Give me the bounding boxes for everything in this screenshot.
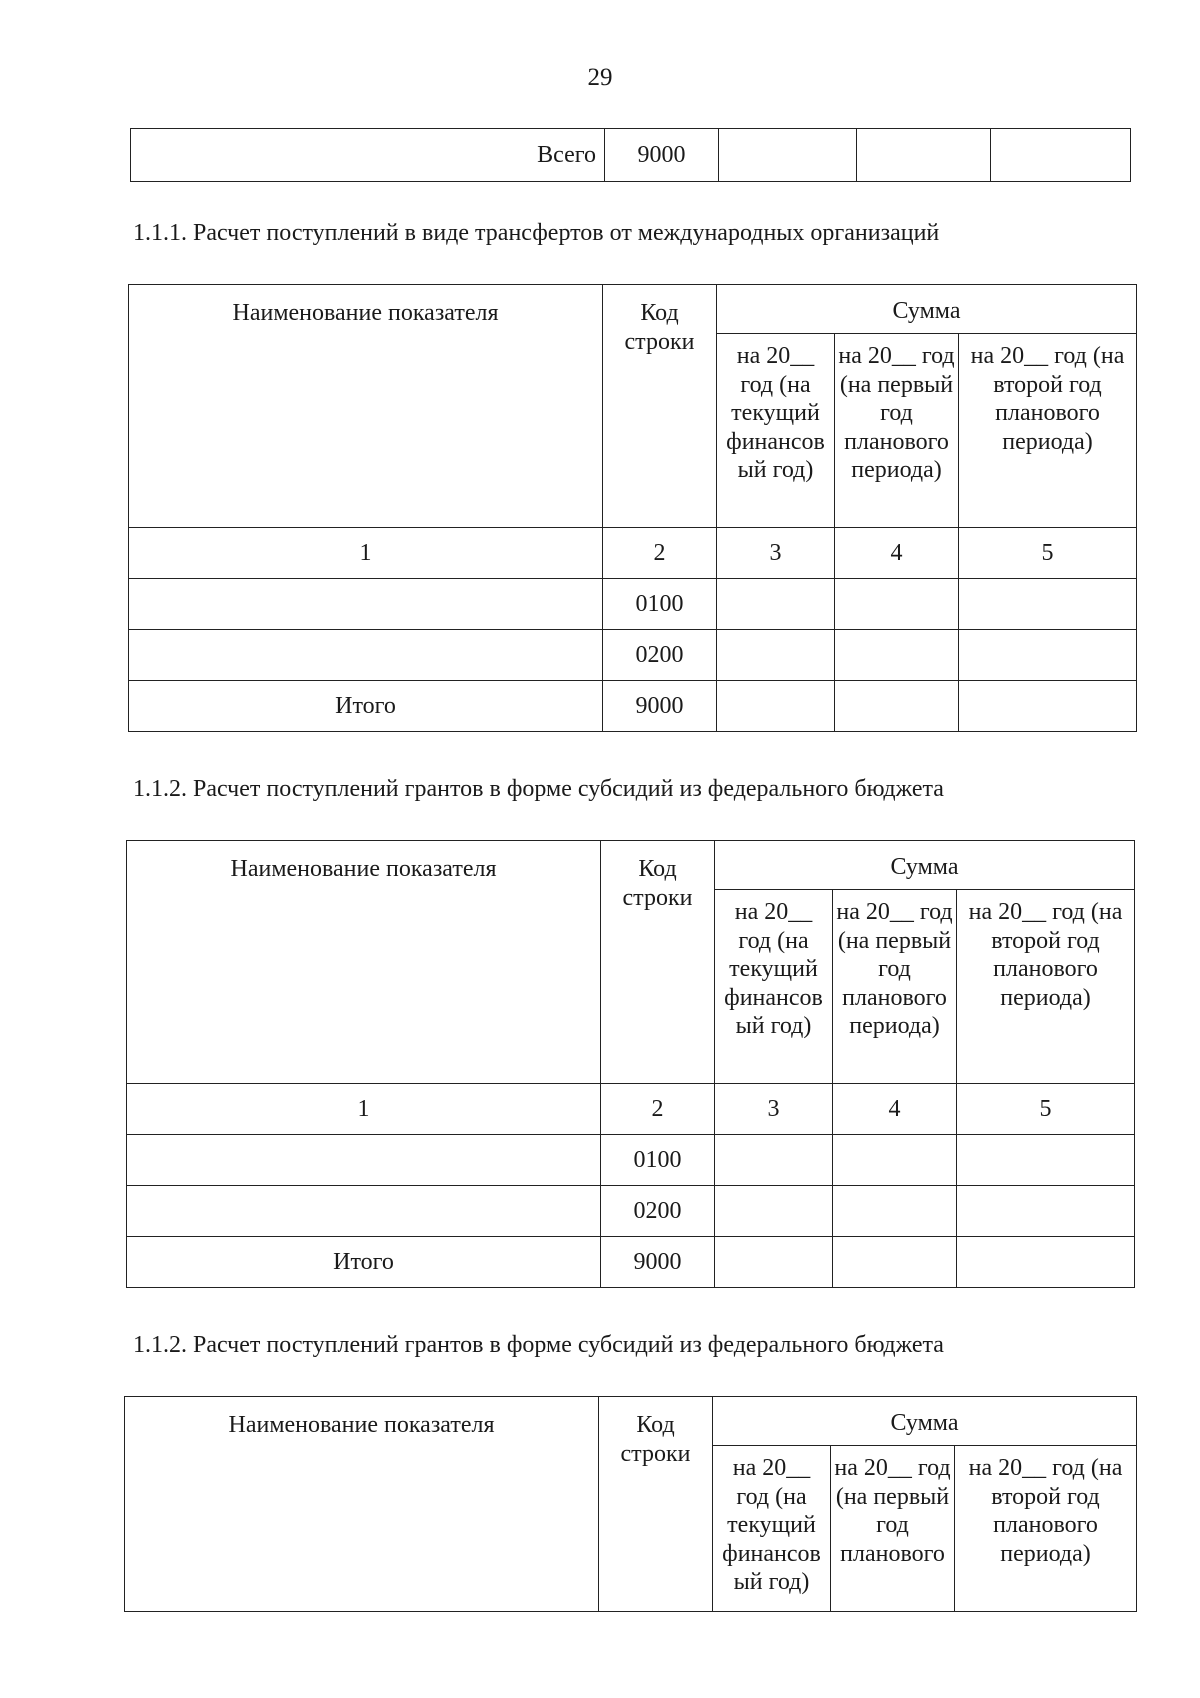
header-col-current-year: на 20__ год (на текущий финансов ый год) xyxy=(717,334,835,528)
table-row-total xyxy=(129,681,1137,732)
column-number-row xyxy=(129,528,1137,579)
row-value-cell xyxy=(717,579,835,630)
section-heading-3: 1.1.2. Расчет поступлений грантов в форме субсидий из федерального бюджета xyxy=(133,1332,944,1358)
section-heading-2: 1.1.2. Расчет поступлений грантов в форме субсидий из федерального бюджета xyxy=(133,776,944,802)
header-col-second-plan-year: на 20__ год (на второй год планового периода) xyxy=(957,890,1135,1084)
row-value-cell xyxy=(835,579,959,630)
column-number-row xyxy=(127,1084,1135,1135)
form-table-1 xyxy=(128,284,1137,732)
row-value-cell xyxy=(957,1135,1135,1186)
header-row xyxy=(127,841,1135,890)
column-number: 4 xyxy=(835,528,959,579)
header-row xyxy=(125,1397,1137,1446)
page-number: 29 xyxy=(587,64,613,91)
header-row xyxy=(129,285,1137,334)
header-name: Наименование показателя xyxy=(125,1397,599,1612)
header-sum: Сумма xyxy=(717,285,1137,334)
total-strip-code: 9000 xyxy=(605,129,719,182)
column-number: 3 xyxy=(717,528,835,579)
row-value-cell xyxy=(959,630,1137,681)
row-name-cell xyxy=(129,630,603,681)
header-col-current-year: на 20__ год (на текущий финансов ый год) xyxy=(715,890,833,1084)
row-value-cell xyxy=(833,1186,957,1237)
column-number: 4 xyxy=(833,1084,957,1135)
row-code-cell: 0100 xyxy=(603,579,717,630)
row-value-cell xyxy=(715,1186,833,1237)
header-code: Код строки xyxy=(599,1397,713,1612)
header-sum: Сумма xyxy=(713,1397,1137,1446)
row-value-cell xyxy=(835,681,959,732)
column-number: 2 xyxy=(603,528,717,579)
row-code-cell: 0100 xyxy=(601,1135,715,1186)
row-value-cell xyxy=(957,1186,1135,1237)
table-row xyxy=(127,1135,1135,1186)
section-heading-1: 1.1.1. Расчет поступлений в виде трансфертов от международных организаций xyxy=(133,220,940,246)
row-name-cell xyxy=(127,1135,601,1186)
table-row xyxy=(129,579,1137,630)
total-strip-row xyxy=(131,129,1131,182)
column-number: 5 xyxy=(957,1084,1135,1135)
row-code-cell: 9000 xyxy=(601,1237,715,1288)
row-name-cell: Итого xyxy=(127,1237,601,1288)
row-name-cell xyxy=(129,579,603,630)
row-value-cell xyxy=(959,579,1137,630)
table-row-total xyxy=(127,1237,1135,1288)
row-value-cell xyxy=(715,1237,833,1288)
header-col-first-plan-year: на 20__ год (на первый год планового периода) xyxy=(835,334,959,528)
column-number: 1 xyxy=(127,1084,601,1135)
row-name-cell xyxy=(127,1186,601,1237)
total-strip-label: Всего xyxy=(131,129,605,182)
form-table-2 xyxy=(126,840,1135,1288)
row-value-cell xyxy=(833,1135,957,1186)
column-number: 3 xyxy=(715,1084,833,1135)
total-strip-cell xyxy=(719,129,857,182)
row-value-cell xyxy=(717,630,835,681)
row-code-cell: 0200 xyxy=(601,1186,715,1237)
header-sum: Сумма xyxy=(715,841,1135,890)
column-number: 1 xyxy=(129,528,603,579)
table-row xyxy=(127,1186,1135,1237)
form-table-3 xyxy=(124,1396,1137,1612)
column-number: 2 xyxy=(601,1084,715,1135)
header-col-first-plan-year: на 20__ год (на первый год планового периода) xyxy=(833,890,957,1084)
column-number: 5 xyxy=(959,528,1137,579)
row-value-cell xyxy=(957,1237,1135,1288)
row-value-cell xyxy=(835,630,959,681)
row-value-cell xyxy=(715,1135,833,1186)
row-name-cell: Итого xyxy=(129,681,603,732)
header-col-second-plan-year: на 20__ год (на второй год планового периода) xyxy=(955,1446,1137,1612)
row-value-cell xyxy=(833,1237,957,1288)
total-strip-cell xyxy=(857,129,991,182)
header-code: Код строки xyxy=(601,841,715,1084)
row-code-cell: 0200 xyxy=(603,630,717,681)
total-strip-cell xyxy=(991,129,1131,182)
header-name: Наименование показателя xyxy=(129,285,603,528)
total-strip-table xyxy=(130,128,1131,182)
header-code: Код строки xyxy=(603,285,717,528)
header-col-first-plan-year: на 20__ год (на первый год планового xyxy=(831,1446,955,1612)
header-col-second-plan-year: на 20__ год (на второй год планового периода) xyxy=(959,334,1137,528)
row-code-cell: 9000 xyxy=(603,681,717,732)
row-value-cell xyxy=(717,681,835,732)
header-col-current-year: на 20__ год (на текущий финансов ый год) xyxy=(713,1446,831,1612)
header-name: Наименование показателя xyxy=(127,841,601,1084)
table-row xyxy=(129,630,1137,681)
row-value-cell xyxy=(959,681,1137,732)
